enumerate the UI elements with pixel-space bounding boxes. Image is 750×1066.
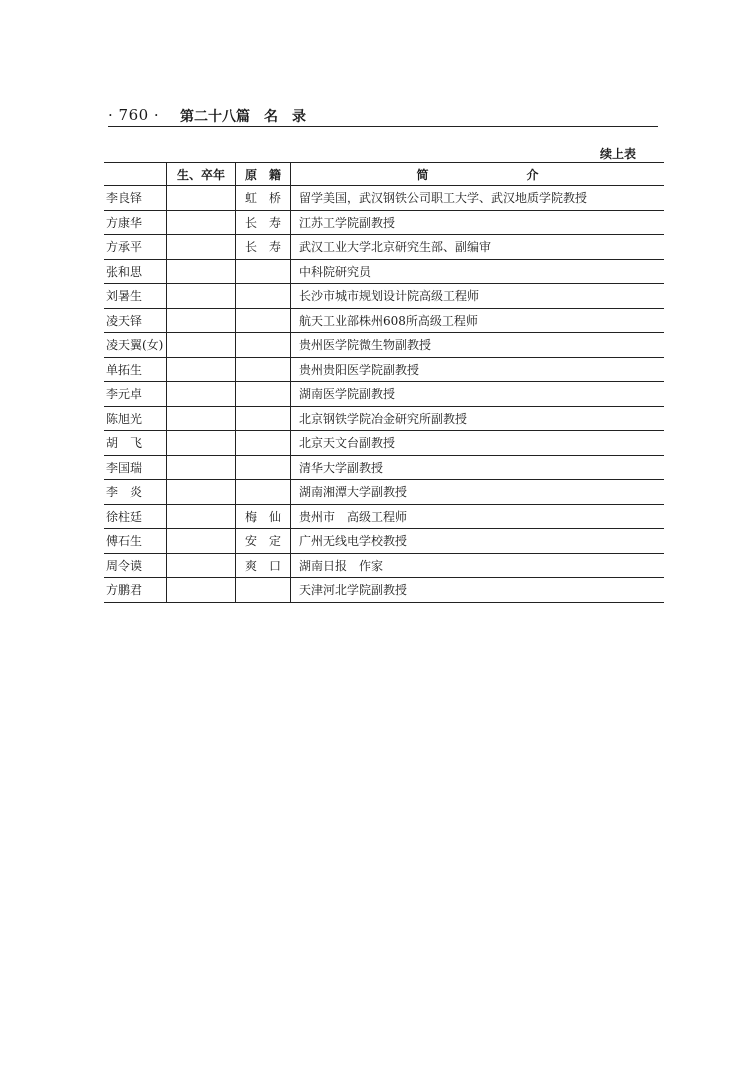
cell-birth-death	[167, 578, 236, 603]
table-row	[104, 357, 664, 382]
cell-name: 周令谟	[104, 553, 167, 578]
cell-origin: 安 定	[236, 529, 291, 554]
cell-birth-death	[167, 504, 236, 529]
cell-name: 单拓生	[104, 357, 167, 382]
cell-origin	[236, 357, 291, 382]
cell-birth-death	[167, 186, 236, 211]
cell-origin	[236, 308, 291, 333]
table-row	[104, 455, 664, 480]
column-header-origin: 原 籍	[236, 163, 291, 186]
column-header-birth-death: 生、卒年	[167, 163, 236, 186]
cell-description: 江苏工学院副教授	[291, 210, 665, 235]
cell-birth-death	[167, 210, 236, 235]
cell-origin: 爽 口	[236, 553, 291, 578]
cell-origin: 长 寿	[236, 210, 291, 235]
cell-description: 贵州市 高级工程师	[291, 504, 665, 529]
cell-name: 傅石生	[104, 529, 167, 554]
cell-name: 李元卓	[104, 382, 167, 407]
cell-name: 方康华	[104, 210, 167, 235]
column-header-description	[291, 163, 665, 186]
cell-name: 李良铎	[104, 186, 167, 211]
cell-description: 武汉工业大学北京研究生部、副编审	[291, 235, 665, 260]
cell-origin	[236, 382, 291, 407]
table-row	[104, 259, 664, 284]
cell-birth-death	[167, 235, 236, 260]
cell-origin	[236, 455, 291, 480]
table-row	[104, 210, 664, 235]
cell-description: 北京天文台副教授	[291, 431, 665, 456]
table-row	[104, 382, 664, 407]
table-row	[104, 284, 664, 309]
chapter-title: 第二十八篇 名 录	[180, 109, 306, 125]
cell-name: 徐柱廷	[104, 504, 167, 529]
cell-description: 湖南医学院副教授	[291, 382, 665, 407]
cell-description: 湖南日报 作家	[291, 553, 665, 578]
cell-origin: 虹 桥	[236, 186, 291, 211]
cell-birth-death	[167, 431, 236, 456]
cell-origin	[236, 480, 291, 505]
cell-name: 方承平	[104, 235, 167, 260]
cell-birth-death	[167, 382, 236, 407]
cell-origin	[236, 259, 291, 284]
cell-name: 张和思	[104, 259, 167, 284]
table-row	[104, 235, 664, 260]
table-row	[104, 431, 664, 456]
cell-description: 航天工业部株州608所高级工程师	[291, 308, 665, 333]
cell-name: 凌天铎	[104, 308, 167, 333]
cell-description: 湖南湘潭大学副教授	[291, 480, 665, 505]
table-row	[104, 504, 664, 529]
cell-description: 中科院研究员	[291, 259, 665, 284]
cell-birth-death	[167, 333, 236, 358]
cell-origin: 梅 仙	[236, 504, 291, 529]
cell-birth-death	[167, 308, 236, 333]
cell-origin	[236, 406, 291, 431]
table-row	[104, 406, 664, 431]
cell-description: 贵州医学院微生物副教授	[291, 333, 665, 358]
cell-birth-death	[167, 259, 236, 284]
header-divider	[108, 126, 658, 127]
cell-name: 刘暑生	[104, 284, 167, 309]
table-row	[104, 308, 664, 333]
table-header-row	[104, 163, 664, 186]
cell-name: 方鹏君	[104, 578, 167, 603]
cell-description: 贵州贵阳医学院副教授	[291, 357, 665, 382]
cell-description: 天津河北学院副教授	[291, 578, 665, 603]
cell-birth-death	[167, 406, 236, 431]
cell-name: 陈旭光	[104, 406, 167, 431]
page-header	[108, 106, 658, 124]
table-row	[104, 553, 664, 578]
cell-name: 李国瑞	[104, 455, 167, 480]
column-header-description-right: 介	[526, 167, 539, 182]
cell-description: 清华大学副教授	[291, 455, 665, 480]
cell-origin	[236, 333, 291, 358]
cell-name: 凌天翼(女)	[104, 333, 167, 358]
cell-birth-death	[167, 529, 236, 554]
table-row	[104, 480, 664, 505]
cell-birth-death	[167, 455, 236, 480]
cell-origin	[236, 431, 291, 456]
roster-table	[104, 162, 664, 603]
column-header-description-left: 简	[416, 167, 429, 182]
cell-birth-death	[167, 284, 236, 309]
cell-name: 胡 飞	[104, 431, 167, 456]
cell-birth-death	[167, 553, 236, 578]
cell-description: 广州无线电学校教授	[291, 529, 665, 554]
column-header-name	[104, 163, 167, 186]
cell-origin: 长 寿	[236, 235, 291, 260]
cell-description: 北京钢铁学院冶金研究所副教授	[291, 406, 665, 431]
table-row	[104, 578, 664, 603]
table-row	[104, 529, 664, 554]
cell-origin	[236, 578, 291, 603]
cell-birth-death	[167, 357, 236, 382]
cell-birth-death	[167, 480, 236, 505]
continuation-label: 续上表	[600, 147, 637, 161]
cell-name: 李 炎	[104, 480, 167, 505]
cell-description: 留学美国，武汉钢铁公司职工大学、武汉地质学院教授	[291, 186, 665, 211]
table-row	[104, 186, 664, 211]
table-row	[104, 333, 664, 358]
cell-origin	[236, 284, 291, 309]
page-number: · 760 ·	[108, 106, 160, 124]
cell-description: 长沙市城市规划设计院高级工程师	[291, 284, 665, 309]
